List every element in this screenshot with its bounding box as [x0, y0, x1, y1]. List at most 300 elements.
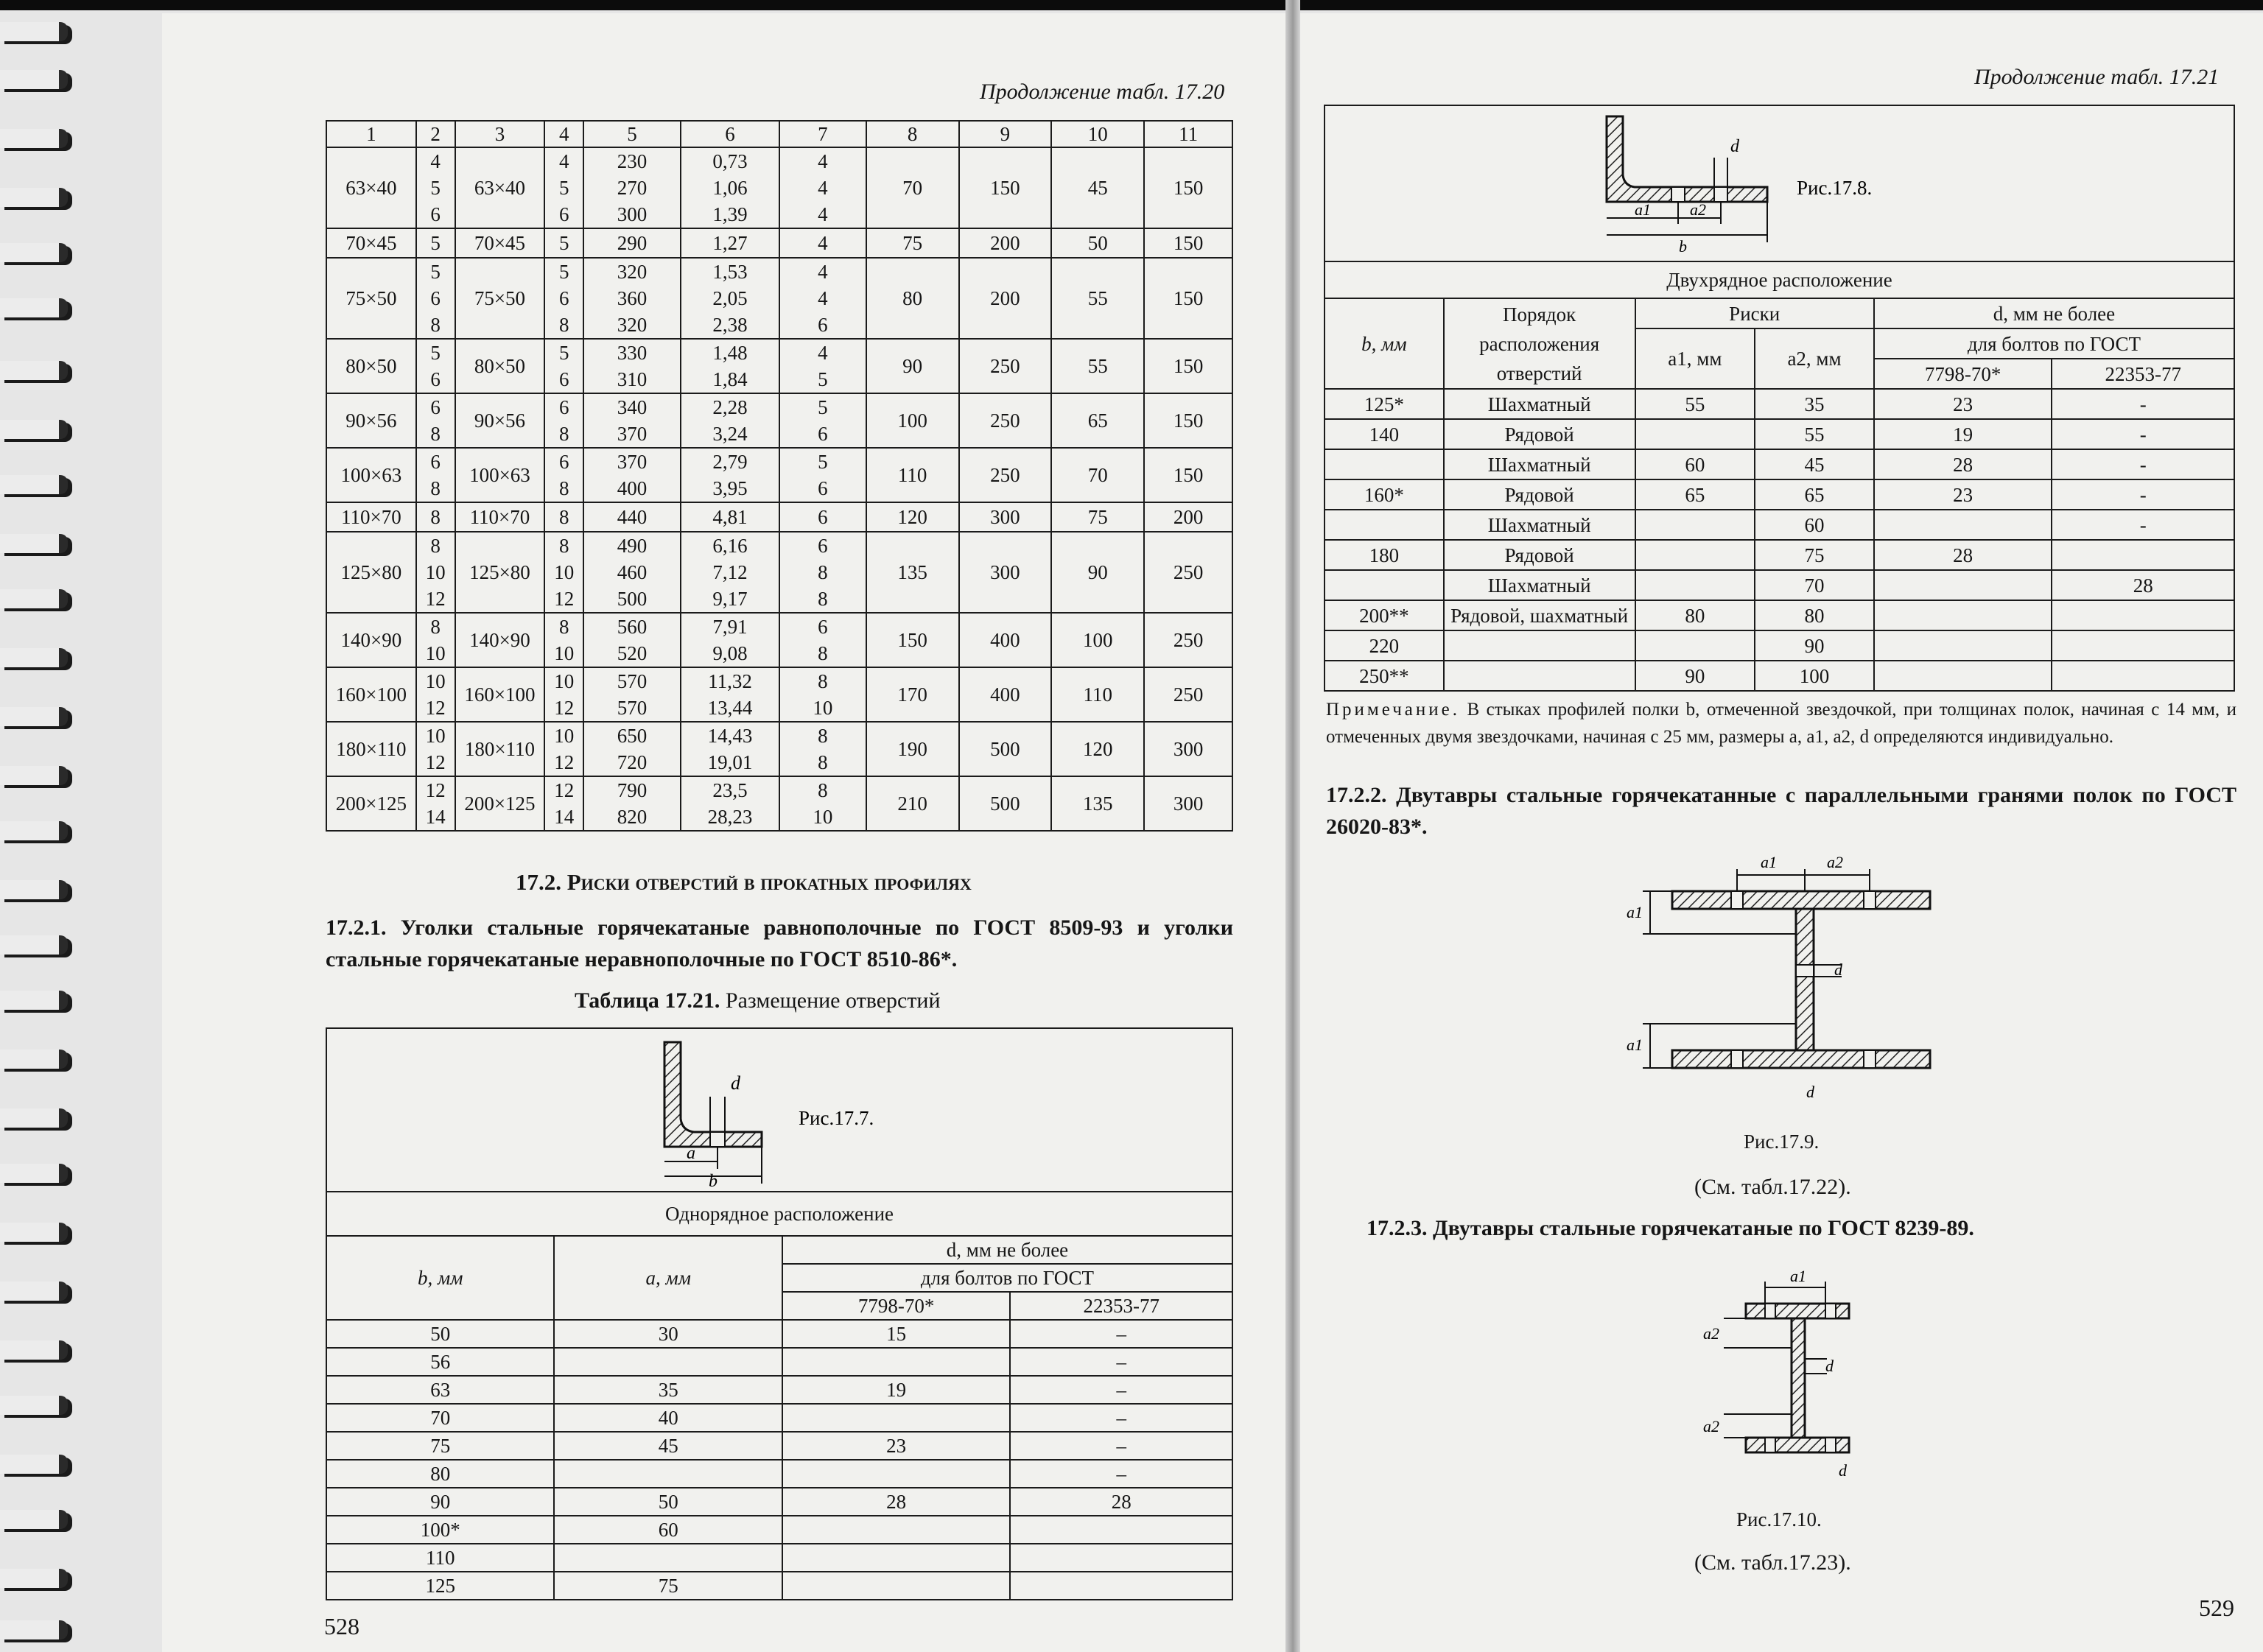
subsection-2-text: Двутавры стальные горячекатанные с параллельными гранями полок по ГОСТ 26020-83*. [1326, 783, 2236, 839]
table-row [326, 228, 1232, 258]
subsection-3-number: 17.2.3. [1366, 1216, 1428, 1240]
header-order: Порядок расположения отверстий [1444, 298, 1635, 389]
header-b-2-text: b, мм [1361, 332, 1407, 355]
table-row [326, 1348, 1232, 1376]
header-gost-7798: 7798-70* [782, 1292, 1011, 1320]
table-cell-g2: - [2052, 510, 2234, 540]
table-cell: 80×50 [326, 339, 416, 393]
table-note [1326, 696, 2236, 751]
note-label: Примечание. [1326, 700, 1461, 720]
table-cell [583, 228, 681, 258]
table-cell [544, 393, 583, 448]
table-cell-value: 19,01 [707, 751, 753, 773]
running-head-left: Продолжение табл. 17.20 [980, 80, 1225, 104]
table-cell-g2: - [2052, 419, 2234, 449]
table-row [326, 1572, 1232, 1600]
table-cell-value: 5 [430, 177, 441, 199]
table-cell-value: 4,81 [712, 506, 748, 528]
table-cell-value: 12 [425, 588, 446, 610]
table-cell [583, 667, 681, 722]
table-cell-a2: 35 [1755, 389, 1874, 419]
table-cell-g1: 15 [782, 1320, 1011, 1348]
subsection-number: 17.2.1. [326, 915, 387, 940]
table-cell: 170 [866, 667, 959, 722]
table-cell-value: 8 [430, 423, 441, 445]
table-cell-value: 490 [617, 535, 648, 557]
table-cell-order: Рядовой [1444, 419, 1635, 449]
table-cell-value: 10 [554, 670, 575, 692]
table-cell-value: 330 [617, 342, 648, 364]
table-cell-value: 10 [813, 697, 833, 719]
table-cell-a1 [1635, 630, 1755, 661]
angle-profile-diagram [327, 1029, 1232, 1191]
table-cell-a1: 65 [1635, 479, 1755, 510]
table-cell: 65 [1051, 393, 1144, 448]
table-cell-g1: 28 [1874, 540, 2052, 570]
table-cell: 160×100 [455, 667, 545, 722]
table-cell-value: 8 [818, 751, 828, 773]
table-header-cell: 7 [779, 121, 866, 147]
table-cell-value: 23,5 [712, 779, 748, 801]
table-row [1325, 630, 2234, 661]
table-cell-value: 570 [617, 670, 648, 692]
table-cell [416, 532, 455, 613]
table-row [326, 339, 1232, 393]
table-cell-value: 10 [554, 642, 575, 664]
table-cell: 250 [959, 393, 1052, 448]
table-cell: 80×50 [455, 339, 545, 393]
table-cell-a: 35 [554, 1376, 782, 1404]
table-cell-value: 5 [430, 261, 441, 283]
table-cell [779, 228, 866, 258]
table-row [326, 147, 1232, 228]
table-cell-value: 230 [617, 150, 648, 172]
spiral-binding [0, 0, 81, 1652]
table-cell-value: 5 [430, 232, 441, 254]
table-cell: 125×80 [326, 532, 416, 613]
table-cell-g1: 23 [1874, 479, 2052, 510]
table-cell: 100 [1051, 613, 1144, 667]
table-cell: 200×125 [326, 776, 416, 831]
table-cell [416, 448, 455, 502]
table-cell-a: 30 [554, 1320, 782, 1348]
table-cell-value: 720 [617, 751, 648, 773]
table-cell-value: 6,16 [712, 535, 748, 557]
table-cell: 500 [959, 722, 1052, 776]
table-caption [575, 988, 941, 1013]
table-cell-a2: 100 [1755, 661, 1874, 691]
table-cell-b: 125 [326, 1572, 554, 1600]
book-gutter [1285, 0, 1300, 1652]
table-cell-value: 6 [430, 287, 441, 309]
table-cell-value: 1,48 [712, 342, 748, 364]
table-cell-b: 160* [1325, 479, 1444, 510]
table-cell-g2: – [1010, 1460, 1232, 1488]
table-cell-value: 4 [818, 150, 828, 172]
table-row [326, 258, 1232, 339]
table-row [326, 1404, 1232, 1432]
table-cell: 55 [1051, 258, 1144, 339]
table-cell-a1 [1635, 419, 1755, 449]
subsection-17-2-2 [1326, 779, 2236, 843]
table-cell-g1 [782, 1460, 1011, 1488]
table-cell-b: 100* [326, 1516, 554, 1544]
table-cell-value: 5 [558, 177, 569, 199]
table-cell-g2: 28 [1010, 1488, 1232, 1516]
table-cell-value: 820 [617, 806, 648, 828]
table-cell-b [1325, 570, 1444, 600]
table-cell: 180×110 [326, 722, 416, 776]
table-cell-b: 125* [1325, 389, 1444, 419]
arrangement-double: Двухрядное расположение [1325, 261, 2234, 298]
table-cell-value: 290 [617, 232, 648, 254]
table-row [1325, 540, 2234, 570]
table-cell-a1 [1635, 510, 1755, 540]
table-header-cell: 8 [866, 121, 959, 147]
table-cell [416, 258, 455, 339]
table-cell [779, 667, 866, 722]
note-text: В стыках профилей полки b, отмеченной звездочкой, при толщинах полок, начиная с 14 мм, и отмеченных двумя звездочками, начиная с 25 мм, размеры a, a1, a2, d определяются индивидуально. [1326, 700, 2237, 747]
header-b-2 [1325, 298, 1444, 389]
table-cell: 100 [866, 393, 959, 448]
table-cell-g2 [2052, 630, 2234, 661]
table-cell: 400 [959, 613, 1052, 667]
table-cell [779, 613, 866, 667]
running-head-right: Продолжение табл. 17.21 [1974, 65, 2220, 89]
table-cell-b: 140 [1325, 419, 1444, 449]
table-cell-value: 500 [617, 588, 648, 610]
table-cell: 110×70 [326, 502, 416, 532]
figure-label-17-10: Рис.17.10. [1736, 1508, 1822, 1530]
section-title-text: 17.2. Риски отверстий в прокатных профилях [516, 869, 972, 895]
table-cell-g2: – [1010, 1320, 1232, 1348]
table-cell-a1 [1635, 570, 1755, 600]
table-cell: 110×70 [455, 502, 545, 532]
header-gost-22353: 22353-77 [1010, 1292, 1232, 1320]
table-cell-g1 [1874, 510, 2052, 540]
table-cell-value: 12 [425, 697, 446, 719]
table-cell-g1: 28 [782, 1488, 1011, 1516]
table-cell-value: 5 [558, 342, 569, 364]
subsection-3-text: Двутавры стальные горячекатаные по ГОСТ 8239-89. [1433, 1216, 1974, 1240]
table-cell-value: 12 [425, 779, 446, 801]
table-cell-value: 4 [818, 232, 828, 254]
table-cell [681, 667, 779, 722]
table-cell: 150 [1144, 393, 1232, 448]
table-cell [544, 228, 583, 258]
table-cell [681, 448, 779, 502]
table-cell [583, 722, 681, 776]
fig179-d-label: d [1834, 960, 1842, 979]
table-cell-value: 570 [617, 697, 648, 719]
table-row [1325, 419, 2234, 449]
table-cell-a2: 70 [1755, 570, 1874, 600]
table-cell-a2: 55 [1755, 419, 1874, 449]
table-cell-value: 4 [818, 203, 828, 225]
table-cell-order [1444, 661, 1635, 691]
table-cell-value: 4 [430, 150, 441, 172]
table-cell-g2 [1010, 1572, 1232, 1600]
table-cell-value: 270 [617, 177, 648, 199]
table-cell-a1: 80 [1635, 600, 1755, 630]
fig-d-label: d [731, 1072, 740, 1094]
table-row [1325, 600, 2234, 630]
table-cell: 140×90 [455, 613, 545, 667]
table-cell-value: 2,05 [712, 287, 748, 309]
table-cell-a: 50 [554, 1488, 782, 1516]
table-cell [416, 722, 455, 776]
table-cell-value: 6 [558, 203, 569, 225]
table-cell-value: 320 [617, 261, 648, 283]
table-cell-value: 790 [617, 779, 648, 801]
table-cell [681, 228, 779, 258]
table-cell-value: 520 [617, 642, 648, 664]
table-cell: 150 [1144, 448, 1232, 502]
table-cell-value: 8 [818, 725, 828, 747]
table-cell: 190 [866, 722, 959, 776]
table-cell [544, 722, 583, 776]
fig1710-a2-label-2: a2 [1703, 1417, 1719, 1435]
header-bolts-2: для болтов по ГОСТ [1874, 328, 2234, 359]
table-cell: 90 [1051, 532, 1144, 613]
table-cell-value: 10 [425, 642, 446, 664]
table-cell [416, 228, 455, 258]
header-bolts: для болтов по ГОСТ [782, 1264, 1232, 1292]
table-cell-b: 56 [326, 1348, 554, 1376]
table-cell [583, 776, 681, 831]
header-gost-7798-2: 7798-70* [1874, 359, 2052, 389]
fig179-a2-label: a2 [1827, 853, 1843, 871]
table-cell: 250 [1144, 667, 1232, 722]
table-cell-g1: 23 [782, 1432, 1011, 1460]
table-cell-a [554, 1544, 782, 1572]
table-cell [544, 258, 583, 339]
table-cell-value: 10 [813, 806, 833, 828]
table-cell: 180×110 [455, 722, 545, 776]
table-cell-order: Шахматный [1444, 389, 1635, 419]
table-cell-value: 650 [617, 725, 648, 747]
bolt-hole-1 [1671, 187, 1685, 202]
table-cell [779, 532, 866, 613]
table-cell-g2 [2052, 600, 2234, 630]
i-beam-diagram-17-10 [1694, 1252, 1886, 1495]
table-cell: 75×50 [326, 258, 416, 339]
table-cell-b: 250** [1325, 661, 1444, 691]
table-header-cell: 4 [544, 121, 583, 147]
table-cell-value: 2,28 [712, 396, 748, 418]
table-cell: 300 [959, 532, 1052, 613]
table-row [326, 502, 1232, 532]
table-cell: 45 [1051, 147, 1144, 228]
fig1710-a1-label: a1 [1790, 1267, 1806, 1285]
table-cell-value: 8 [818, 670, 828, 692]
table-cell-value: 6 [558, 451, 569, 473]
table-cell-order: Рядовой [1444, 540, 1635, 570]
table-cell-value: 6 [558, 396, 569, 418]
table-cell-value: 12 [554, 697, 575, 719]
table-cell [544, 147, 583, 228]
table-cell-value: 8 [558, 616, 569, 638]
table-row [1325, 570, 2234, 600]
table-cell-g2: 28 [2052, 570, 2234, 600]
table-cell: 200 [1144, 502, 1232, 532]
table-cell [544, 667, 583, 722]
table-cell-value: 13,44 [707, 697, 753, 719]
table-row [326, 1432, 1232, 1460]
page-number-right: 529 [2199, 1595, 2234, 1621]
table-cell-value: 320 [617, 314, 648, 336]
table-cell-value: 8 [558, 477, 569, 499]
table-cell-value: 400 [617, 477, 648, 499]
table-cell [681, 147, 779, 228]
table-row [326, 532, 1232, 613]
table-cell [416, 667, 455, 722]
fig179-a1-side-label: a1 [1627, 903, 1643, 921]
table-cell-value: 4 [818, 342, 828, 364]
table-cell [416, 147, 455, 228]
table-cell-order: Шахматный [1444, 510, 1635, 540]
fig-b-label-2: b [1679, 237, 1687, 256]
table-cell-g2 [2052, 540, 2234, 570]
table-cell-value: 4 [818, 177, 828, 199]
table-cell: 150 [1144, 258, 1232, 339]
fig-d-label-2: d [1730, 137, 1739, 156]
figure-label-17-9: Рис.17.9. [1744, 1131, 1820, 1153]
table-cell-value: 10 [425, 670, 446, 692]
header-a-text: a, мм [645, 1267, 691, 1289]
table-cell-value: 10 [554, 725, 575, 747]
table-cell: 70 [866, 147, 959, 228]
table-cell-g1 [1874, 600, 2052, 630]
table-cell: 90 [866, 339, 959, 393]
fig179-d-bottom-label: d [1806, 1083, 1814, 1101]
table-row [326, 1516, 1232, 1544]
table-cell [681, 258, 779, 339]
header-b [326, 1236, 554, 1320]
table-cell-value: 8 [818, 642, 828, 664]
table-row [1325, 449, 2234, 479]
table-cell-value: 9,08 [712, 642, 748, 664]
table-cell-a1: 60 [1635, 449, 1755, 479]
table-cell-value: 6 [818, 477, 828, 499]
table-cell: 200×125 [455, 776, 545, 831]
table-cell-order: Рядовой, шахматный [1444, 600, 1635, 630]
table-cell: 63×40 [326, 147, 416, 228]
table-header-row [326, 121, 1232, 147]
figure-label-17-8: Рис.17.8. [1797, 177, 1873, 199]
fig-a1-label: a1 [1635, 200, 1651, 219]
table-cell-value: 440 [617, 506, 648, 528]
header-d: d, мм не более [782, 1236, 1232, 1264]
table-cell-value: 2,38 [712, 314, 748, 336]
table-cell-b: 110 [326, 1544, 554, 1572]
table-cell-a2: 65 [1755, 479, 1874, 510]
table-cell-a1 [1635, 540, 1755, 570]
subsection-2-number: 17.2.2. [1326, 783, 1387, 807]
table-cell-value: 5 [818, 396, 828, 418]
fig1710-d-bottom-label: d [1839, 1461, 1847, 1480]
figure-cell-17-8 [1325, 105, 2234, 261]
fig1710-d-label: d [1825, 1357, 1834, 1375]
table-cell-value: 6 [558, 368, 569, 390]
fig179-a1-label: a1 [1761, 853, 1777, 871]
table-header-cell: 11 [1144, 121, 1232, 147]
table-cell-a [554, 1348, 782, 1376]
table-17-21 [326, 1027, 1233, 1600]
table-cell-value: 4 [818, 287, 828, 309]
table-cell [681, 339, 779, 393]
table-cell-value: 8 [430, 314, 441, 336]
table-cell-value: 8 [818, 588, 828, 610]
table-cell-value: 1,39 [712, 203, 748, 225]
table-cell-value: 6 [430, 396, 441, 418]
table-cell [544, 613, 583, 667]
table-cell-order: Шахматный [1444, 570, 1635, 600]
table-cell-value: 3,95 [712, 477, 748, 499]
table-cell-a: 45 [554, 1432, 782, 1460]
table-header-cell: 1 [326, 121, 416, 147]
table-cell-value: 6 [818, 616, 828, 638]
table-cell: 300 [959, 502, 1052, 532]
table-cell-value: 11,32 [708, 670, 752, 692]
table-cell: 135 [866, 532, 959, 613]
table-cell: 90×56 [326, 393, 416, 448]
bolt-hole-2 [1714, 187, 1727, 202]
header-a2: a2, мм [1755, 328, 1874, 389]
table-cell-value: 1,06 [712, 177, 748, 199]
table-cell-value: 12 [554, 588, 575, 610]
table-cell-value: 560 [617, 616, 648, 638]
table-cell-value: 8 [430, 506, 441, 528]
table-cell-g2 [1010, 1544, 1232, 1572]
table-cell: 80 [866, 258, 959, 339]
table-cell-a: 40 [554, 1404, 782, 1432]
table-cell-value: 5 [818, 451, 828, 473]
table-cell-value: 1,27 [712, 232, 748, 254]
table-cell-value: 7,91 [712, 616, 748, 638]
table-row [326, 1320, 1232, 1348]
table-cell-g2: – [1010, 1376, 1232, 1404]
table-cell-a1: 90 [1635, 661, 1755, 691]
table-row [326, 393, 1232, 448]
table-cell-a [554, 1460, 782, 1488]
table-cell: 300 [1144, 776, 1232, 831]
table-cell-value: 1,84 [712, 368, 748, 390]
table-cell [544, 339, 583, 393]
table-cell-b [1325, 449, 1444, 479]
table-cell: 100×63 [326, 448, 416, 502]
table-cell-value: 6 [818, 506, 828, 528]
angle-section-shape-2 [1607, 116, 1767, 202]
table-cell-b: 70 [326, 1404, 554, 1432]
table-cell-g1 [1874, 630, 2052, 661]
table-header-cell: 6 [681, 121, 779, 147]
table-cell-value: 8 [558, 423, 569, 445]
table-cell-order: Шахматный [1444, 449, 1635, 479]
table-cell: 55 [1051, 339, 1144, 393]
table-cell-g2: – [1010, 1348, 1232, 1376]
table-cell-g2: – [1010, 1404, 1232, 1432]
angle-profile-two-row-diagram [1325, 106, 2234, 261]
figure-cell-17-7 [326, 1028, 1232, 1192]
table-cell [583, 147, 681, 228]
table-row [326, 613, 1232, 667]
table-cell-a2: 90 [1755, 630, 1874, 661]
table-cell [416, 339, 455, 393]
scan-top-edge [0, 0, 2263, 10]
table-cell-a: 60 [554, 1516, 782, 1544]
table-cell: 140×90 [326, 613, 416, 667]
